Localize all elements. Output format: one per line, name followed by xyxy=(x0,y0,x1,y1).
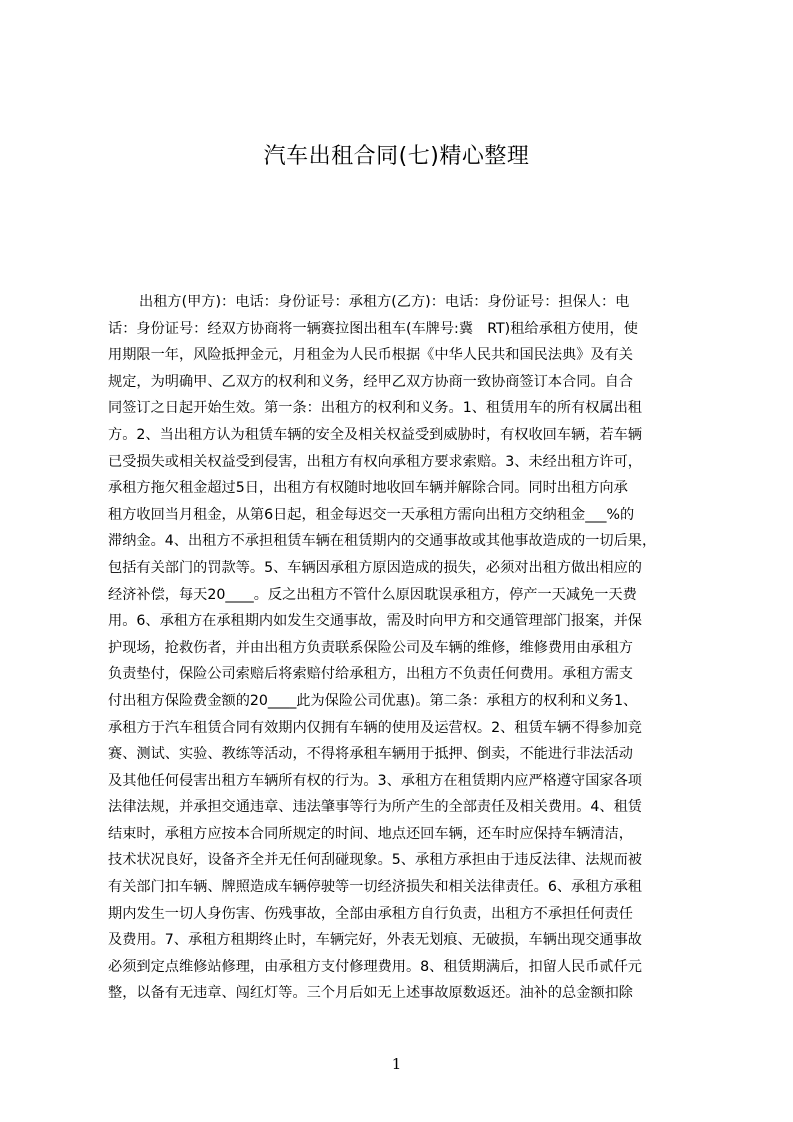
text-line: 及费用。7、承租方租期终止时，车辆完好，外表无划痕、无破损，车辆出现交通事故 xyxy=(108,932,642,949)
text-line: 方。2、当出租方认为租赁车辆的安全及相关权益受到威胁时，有权收回车辆，若车辆 xyxy=(108,426,642,443)
text-line: 整，以备有无违章、闯红灯等。三个月后如无上述事故原数返还。油补的总金额扣除 xyxy=(108,985,633,1002)
text-line: 法律法规，并承担交通违章、违法肇事等行为所产生的全部责任及相关费用。4、租赁 xyxy=(108,799,642,816)
text-line: 话：身份证号：经双方协商将一辆赛拉图出租车(车牌号:冀 RT)租给承租方使用，使 xyxy=(108,320,638,337)
text-line: 及其他任何侵害出租方车辆所有权的行为。3、承租方在租赁期内应严格遵守国家各项 xyxy=(108,772,642,789)
text-line: 用期限一年，风险抵押金元，月租金为人民币根据《中华人民共和国民法典》及有关 xyxy=(108,347,633,364)
text-line: 必须到定点维修站修理，由承租方支付修理费用。8、租赁期满后，扣留人民币贰仟元 xyxy=(108,958,642,975)
text-line: 用。6、承租方在承租期内如发生交通事故，需及时向甲方和交通管理部门报案，并保 xyxy=(108,613,642,630)
text-line: 同签订之日起开始生效。第一条：出租方的权利和义务。1、租赁用车的所有权属出租 xyxy=(108,400,642,417)
text-line: 经济补偿，每天20____。反之出租方不管什么原因耽误承租方，停产一天减免一天费 xyxy=(108,586,637,603)
text-line: 包括有关部门的罚款等。5、车辆因承租方原因造成的损失，必须对出租方做出相应的 xyxy=(108,559,642,576)
page-title: 汽车出租合同(七)精心整理 xyxy=(263,144,530,169)
contract-body xyxy=(108,289,693,1007)
text-line: 赛、测试、实验、教练等活动，不得将承租车辆用于抵押、倒卖，不能进行非法活动 xyxy=(108,746,633,763)
page-number: 1 xyxy=(391,1055,402,1073)
text-line: 规定，为明确甲、乙双方的权利和义务，经甲乙双方协商一致协商签订本合同。自合 xyxy=(108,373,633,390)
text-line: 付出租方保险费金额的20____此为保险公司优惠)。第二条：承租方的权利和义务1、 xyxy=(108,692,638,709)
text-line: 期内发生一切人身伤害、伤残事故，全部由承租方自行负责，出租方不承担任何责任 xyxy=(108,905,633,922)
text-line: 滞纳金。4、出租方不承担租赁车辆在租赁期内的交通事故或其他事故造成的一切后果， xyxy=(108,533,657,550)
text-line: 承租方拖欠租金超过5日，出租方有权随时地收回车辆并解除合同。同时出租方向承 xyxy=(108,480,628,497)
text-line: 出租方(甲方)：电话：身份证号：承租方(乙方)：电话：身份证号：担保人：电 xyxy=(139,294,630,310)
text-line: 负责垫付，保险公司索赔后将索赔付给承租方，出租方不负责任何费用。承租方需支 xyxy=(108,666,633,683)
text-line: 结束时，承租方应按本合同所规定的时间、地点还回车辆，还车时应保持车辆清洁， xyxy=(108,825,633,842)
text-line: 已受损失或相关权益受到侵害，出租方有权向承租方要求索赔。3、未经出租方许可， xyxy=(108,453,642,470)
text-line: 承租方于汽车租赁合同有效期内仅拥有车辆的使用及运营权。2、租赁车辆不得参加竞 xyxy=(108,719,642,736)
text-line: 有关部门扣车辆、牌照造成车辆停驶等一切经济损失和相关法律责任。6、承租方承租 xyxy=(108,879,642,896)
text-line: 技术状况良好，设备齐全并无任何刮碰现象。5、承租方承担由于违反法律、法规而被 xyxy=(108,852,642,869)
text-line: 护现场，抢救伤者，并由出租方负责联系保险公司及车辆的维修，维修费用由承租方 xyxy=(108,639,633,656)
text-line: 租方收回当月租金，从第6日起，租金每迟交一天承租方需向出租方交纳租金___%的 xyxy=(108,506,635,523)
